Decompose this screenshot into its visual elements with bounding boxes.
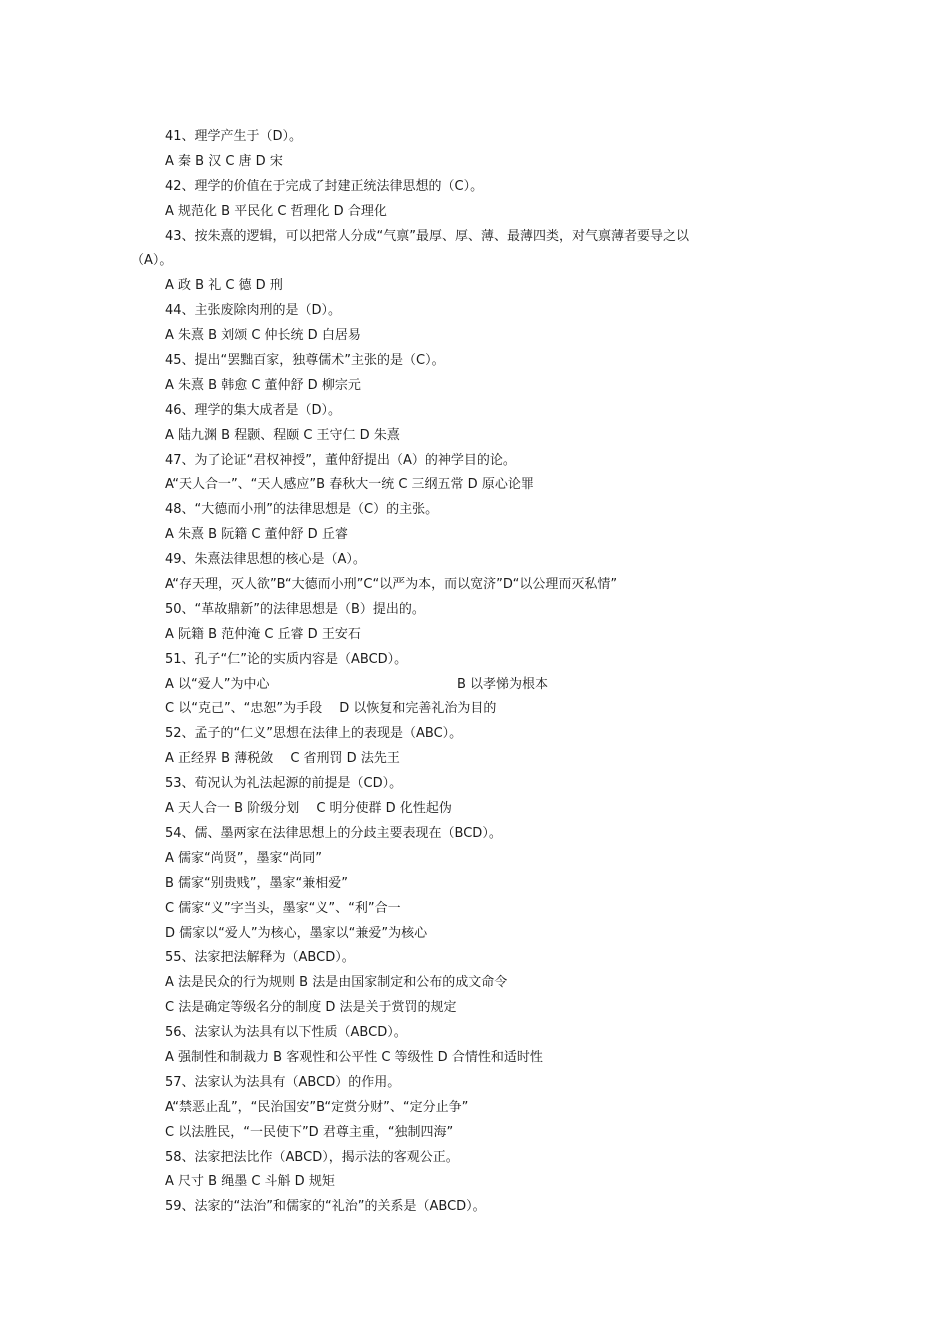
text-line (131, 847, 831, 872)
text-line (131, 1071, 831, 1096)
line-text: 51、孔子“仁”论的实质内容是（ABCD）。 (165, 651, 408, 667)
line-text: B 儒家“别贵贱”，墨家“兼相爱” (165, 875, 348, 891)
text-line (131, 399, 831, 424)
text-line (131, 200, 831, 225)
text-line (131, 822, 831, 847)
text-line (131, 1121, 831, 1146)
line-text: A 儒家“尚贤”，墨家“尚同” (165, 850, 322, 866)
line-text: A“天人合一”、“天人感应”B 春秋大一统 C 三纲五常 D 原心论罪 (165, 477, 534, 493)
text-line (131, 772, 831, 797)
line-text: C 法是确定等级名分的制度 D 法是关于赏罚的规定 (165, 1000, 457, 1016)
line-text: C 以“克己”、“忠恕”为手段 D 以恢复和完善礼治为目的 (165, 701, 497, 717)
line-text: 47、为了论证“君权神授”，董仲舒提出（A）的神学目的论。 (165, 452, 516, 468)
line-text: 41、理学产生于（D）。 (165, 129, 303, 144)
line-text: A 以“爱人”为中心 (165, 676, 270, 692)
text-line (131, 598, 831, 623)
question-list (131, 125, 831, 1220)
line-text: 53、荀况认为礼法起源的前提是（CD）。 (165, 776, 403, 792)
line-text: 49、朱熹法律思想的核心是（A）。 (165, 552, 366, 568)
text-line (131, 349, 831, 374)
line-text: A 秦 B 汉 C 唐 D 宋 (165, 153, 283, 169)
line-text: A 天人合一 B 阶级分划 C 明分使群 D 化性起伪 (165, 801, 452, 817)
text-line (131, 996, 831, 1021)
text-line (131, 150, 831, 175)
line-text: A 法是民众的行为规则 B 法是由国家制定和公布的成文命令 (165, 975, 508, 991)
text-line (131, 648, 831, 673)
text-line (131, 1195, 831, 1220)
text-line (131, 797, 831, 822)
line-text: 46、理学的集大成者是（D）。 (165, 402, 342, 418)
line-text: A 朱熹 B 韩愈 C 董仲舒 D 柳宗元 (165, 377, 361, 393)
line-text: C 儒家“义”字当头，墨家“义”、“利”合一 (165, 900, 401, 916)
text-line (131, 498, 831, 523)
line-text: A 朱熹 B 刘颂 C 仲长统 D 白居易 (165, 328, 361, 344)
line-text: 52、孟子的“仁义”思想在法律上的表现是（ABC）。 (165, 726, 463, 742)
text-line (131, 1046, 831, 1071)
line-text: 45、提出“罢黜百家，独尊儒术”主张的是（C）。 (165, 353, 445, 369)
line-text: D 儒家以“爱人”为核心，墨家以“兼爱”为核心 (165, 925, 428, 941)
line-text: 43、按朱熹的逻辑，可以把常人分成“气禀”最厚、厚、薄、最薄四类，对气禀薄者要导之以 (165, 228, 690, 244)
text-line (131, 548, 831, 573)
line-text: 57、法家认为法具有（ABCD）的作用。 (165, 1074, 401, 1090)
line-text: 58、法家把法比作（ABCD），揭示法的客观公正。 (165, 1149, 459, 1165)
line-text: C 以法胜民，“一民使下”D 君尊主重，“独制四海” (165, 1124, 454, 1140)
text-line (131, 971, 831, 996)
line-text: 44、主张废除肉刑的是（D）。 (165, 303, 342, 319)
text-line (131, 1170, 831, 1195)
line-text: 42、理学的价值在于完成了封建正统法律思想的（C）。 (165, 178, 484, 194)
line-text: 55、法家把法解释为（ABCD）。 (165, 950, 355, 966)
text-line (131, 449, 831, 474)
text-line (131, 946, 831, 971)
text-line (131, 125, 831, 150)
text-line (131, 897, 831, 922)
text-line (131, 374, 831, 399)
text-line (131, 722, 831, 747)
line-text: A 政 B 礼 C 德 D 刑 (165, 278, 283, 294)
line-text: 50、“革故鼎新”的法律思想是（B）提出的。 (165, 601, 425, 617)
line-text: A 尺寸 B 绳墨 C 斗斛 D 规矩 (165, 1174, 335, 1190)
line-text: A“禁恶止乱”，“民治国安”B“定赏分财”、“定分止争” (165, 1099, 469, 1115)
text-line (131, 523, 831, 548)
text-line (131, 623, 831, 648)
text-line (131, 573, 831, 598)
line-text: A 陆九渊 B 程颢、程颐 C 王守仁 D 朱熹 (165, 427, 400, 443)
line-text: A 规范化 B 平民化 C 哲理化 D 合理化 (165, 203, 387, 219)
text-line (131, 324, 831, 349)
text-line (131, 274, 831, 299)
text-line (131, 1021, 831, 1046)
text-line (131, 1096, 831, 1121)
line-text: 59、法家的“法治”和儒家的“礼治”的关系是（ABCD）。 (165, 1199, 486, 1215)
line-text: A“存天理，灭人欲”B“大德而小刑”C“以严为本，而以宽济”D“以公理而灭私情” (165, 577, 618, 593)
text-line (131, 673, 831, 698)
line-text: A 正经界 B 薄税敛 C 省刑罚 D 法先王 (165, 751, 400, 767)
line-text: A 强制性和制裁力 B 客观性和公平性 C 等级性 D 合情性和适时性 (165, 1049, 543, 1065)
line-text: （A）。 (131, 253, 173, 269)
text-line (131, 249, 831, 274)
line-text: A 阮籍 B 范仲淹 C 丘睿 D 王安石 (165, 626, 361, 642)
text-line (131, 175, 831, 200)
text-line (131, 473, 831, 498)
text-line (131, 1146, 831, 1171)
line-text: A 朱熹 B 阮籍 C 董仲舒 D 丘睿 (165, 527, 348, 543)
line-text: 54、儒、墨两家在法律思想上的分歧主要表现在（BCD）。 (165, 825, 502, 841)
text-line (131, 747, 831, 772)
text-line (131, 872, 831, 897)
text-line (131, 697, 831, 722)
text-line (131, 424, 831, 449)
line-text: 48、“大德而小刑”的法律思想是（C）的主张。 (165, 502, 439, 518)
text-line (131, 299, 831, 324)
line-text: 56、法家认为法具有以下性质（ABCD）。 (165, 1025, 407, 1041)
line-text-second-column: B 以孝悌为根本 (457, 676, 549, 692)
text-line (131, 225, 831, 250)
text-line (131, 922, 831, 947)
